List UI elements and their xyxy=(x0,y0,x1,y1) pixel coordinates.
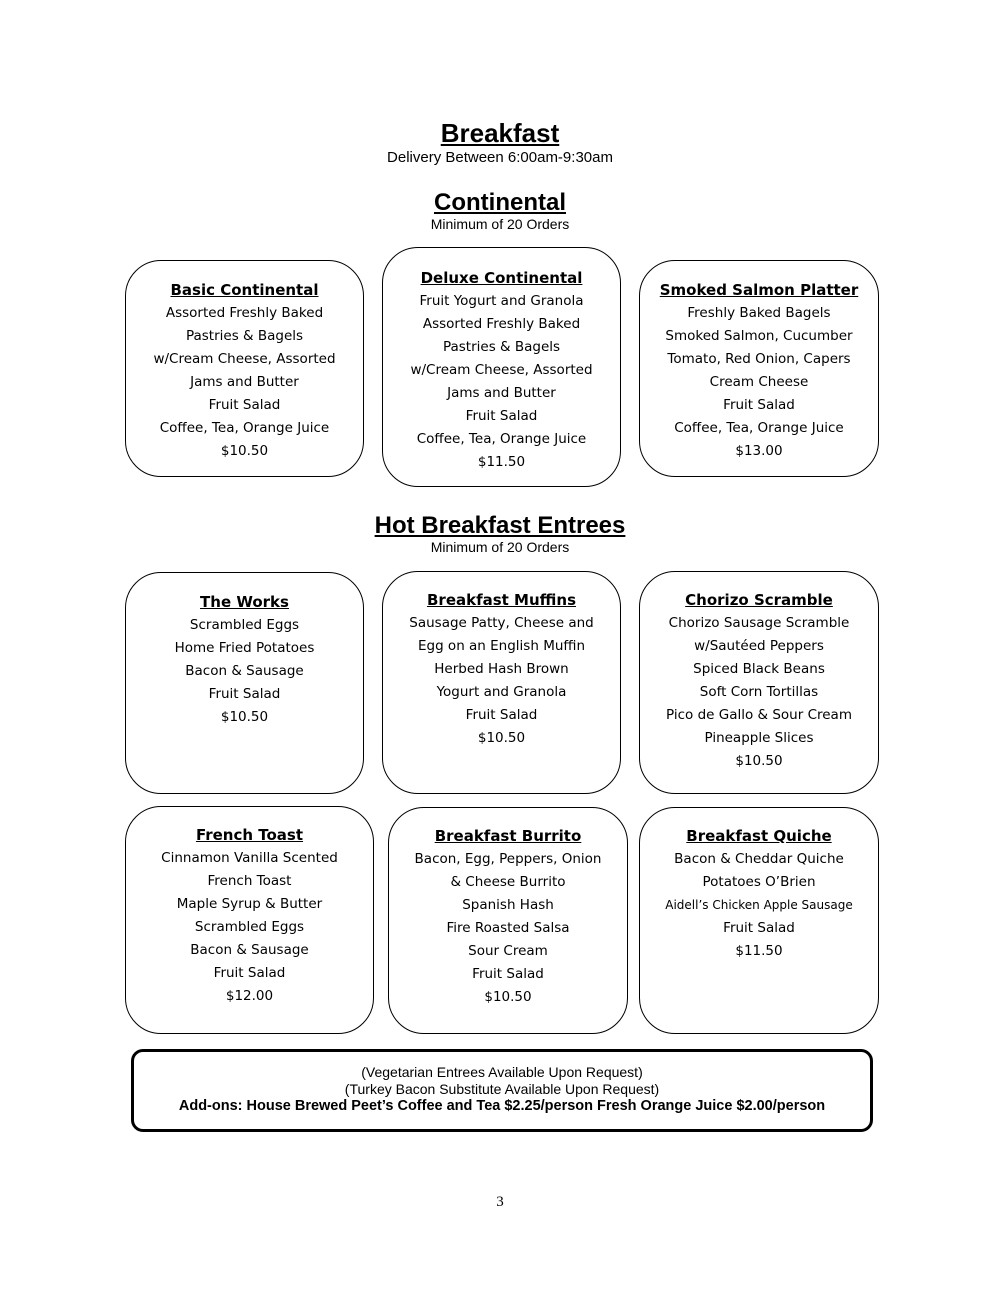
menu-card-title: The Works xyxy=(200,593,289,611)
menu-card-title: Breakfast Quiche xyxy=(686,827,832,845)
menu-item: Bacon & Sausage xyxy=(185,663,304,679)
continental-title: Continental xyxy=(434,189,566,216)
turkey-bacon-note: (Turkey Bacon Substitute Available Upon Request) xyxy=(344,1081,660,1097)
menu-item: Scrambled Eggs xyxy=(194,919,305,935)
menu-card-title: French Toast xyxy=(195,826,304,844)
menu-item: Assorted Freshly Baked xyxy=(165,305,324,321)
menu-price: $11.50 xyxy=(477,454,526,470)
menu-item: Soft Corn Tortillas xyxy=(699,684,819,700)
menu-item: Bacon, Egg, Peppers, Onion xyxy=(414,851,602,867)
menu-item: Bacon & Cheddar Quiche xyxy=(674,851,844,867)
hot-breakfast-title: Hot Breakfast Entrees xyxy=(374,512,626,539)
menu-item: Cinnamon Vanilla Scented xyxy=(161,850,338,866)
addons-note: Add-ons: House Brewed Peet’s Coffee and Tea $2.25/person Fresh Orange Juice $2.00/person xyxy=(178,1098,826,1114)
menu-card-breakfast-quiche xyxy=(639,807,879,1034)
menu-card-french-toast xyxy=(125,806,374,1034)
menu-item: Chorizo Sausage Scramble xyxy=(668,615,850,631)
menu-price: $10.50 xyxy=(220,709,269,725)
menu-item: Cream Cheese xyxy=(709,374,809,390)
menu-item: w/Sautéed Peppers xyxy=(694,638,824,654)
menu-item: Potatoes O’Brien xyxy=(702,874,816,890)
menu-item: Tomato, Red Onion, Capers xyxy=(667,351,851,367)
vegetarian-note: (Vegetarian Entrees Available Upon Request) xyxy=(361,1064,643,1080)
menu-item: Sour Cream xyxy=(468,943,548,959)
menu-card-breakfast-burrito xyxy=(388,807,628,1034)
menu-item: Aidell’s Chicken Apple Sausage xyxy=(665,898,853,912)
menu-price: $10.50 xyxy=(484,989,532,1005)
menu-card-the-works xyxy=(125,572,364,794)
menu-item: Fire Roasted Salsa xyxy=(446,920,570,936)
menu-item: Jams and Butter xyxy=(447,385,556,401)
menu-item: Pastries & Bagels xyxy=(185,328,304,344)
menu-card-deluxe-continental xyxy=(382,247,621,487)
notes-box xyxy=(131,1049,873,1132)
menu-item: Coffee, Tea, Orange Juice xyxy=(416,431,587,447)
menu-item: Fruit Salad xyxy=(723,920,795,936)
menu-item: Spiced Black Beans xyxy=(693,661,825,677)
menu-item: Coffee, Tea, Orange Juice xyxy=(159,420,330,436)
menu-item: Fruit Salad xyxy=(472,966,544,982)
menu-card-basic-continental xyxy=(125,260,364,477)
menu-item: Assorted Freshly Baked xyxy=(422,316,581,332)
menu-price: $12.00 xyxy=(225,988,274,1004)
menu-item: Fruit Salad xyxy=(213,965,286,981)
menu-item: & Cheese Burrito xyxy=(450,874,566,890)
menu-card-title: Breakfast Muffins xyxy=(426,591,576,609)
menu-item: Pineapple Slices xyxy=(704,730,814,746)
menu-item: Smoked Salmon, Cucumber xyxy=(665,328,853,344)
menu-card-title: Basic Continental xyxy=(170,281,319,299)
breakfast-title: Breakfast xyxy=(440,118,560,148)
menu-item: Pastries & Bagels xyxy=(442,339,561,355)
menu-item: w/Cream Cheese, Assorted xyxy=(153,351,336,367)
menu-item: Scrambled Eggs xyxy=(189,617,300,633)
menu-price: $11.50 xyxy=(735,943,783,959)
menu-item: w/Cream Cheese, Assorted xyxy=(410,362,593,378)
menu-card-title: Breakfast Burrito xyxy=(434,827,582,845)
menu-card-chorizo-scramble xyxy=(639,571,879,794)
menu-price: $10.50 xyxy=(735,753,783,769)
menu-item: Coffee, Tea, Orange Juice xyxy=(674,420,844,436)
menu-price: $10.50 xyxy=(477,730,526,746)
menu-item: Maple Syrup & Butter xyxy=(176,896,323,912)
menu-item: Sausage Patty, Cheese and xyxy=(409,615,594,631)
delivery-window: Delivery Between 6:00am-9:30am xyxy=(387,149,613,166)
hot-breakfast-minimum: Minimum of 20 Orders xyxy=(430,539,570,555)
menu-item: Jams and Butter xyxy=(190,374,299,390)
menu-card-title: Deluxe Continental xyxy=(420,269,583,287)
menu-card-title: Smoked Salmon Platter xyxy=(659,281,859,299)
menu-item: Fruit Salad xyxy=(723,397,795,413)
menu-item: Fruit Salad xyxy=(208,686,281,702)
menu-item: Yogurt and Granola xyxy=(436,684,567,700)
menu-item: Pico de Gallo & Sour Cream xyxy=(666,707,852,723)
menu-item: Fruit Salad xyxy=(465,408,538,424)
menu-item: Home Fried Potatoes xyxy=(174,640,315,656)
page-number: 3 xyxy=(496,1194,504,1210)
menu-item: Fruit Salad xyxy=(465,707,538,723)
menu-item: Spanish Hash xyxy=(462,897,554,913)
menu-item: Herbed Hash Brown xyxy=(434,661,569,677)
menu-item: Freshly Baked Bagels xyxy=(687,305,831,321)
menu-item: Fruit Yogurt and Granola xyxy=(419,293,584,309)
menu-card-breakfast-muffins xyxy=(382,571,621,794)
menu-price: $13.00 xyxy=(735,443,783,459)
menu-card-title: Chorizo Scramble xyxy=(685,591,833,609)
menu-price: $10.50 xyxy=(220,443,269,459)
menu-item: Fruit Salad xyxy=(208,397,281,413)
menu-item: French Toast xyxy=(207,873,292,889)
menu-card-smoked-salmon-platter xyxy=(639,260,879,477)
menu-item: Bacon & Sausage xyxy=(190,942,309,958)
continental-minimum: Minimum of 20 Orders xyxy=(430,216,570,232)
menu-item: Egg on an English Muffin xyxy=(417,638,586,654)
